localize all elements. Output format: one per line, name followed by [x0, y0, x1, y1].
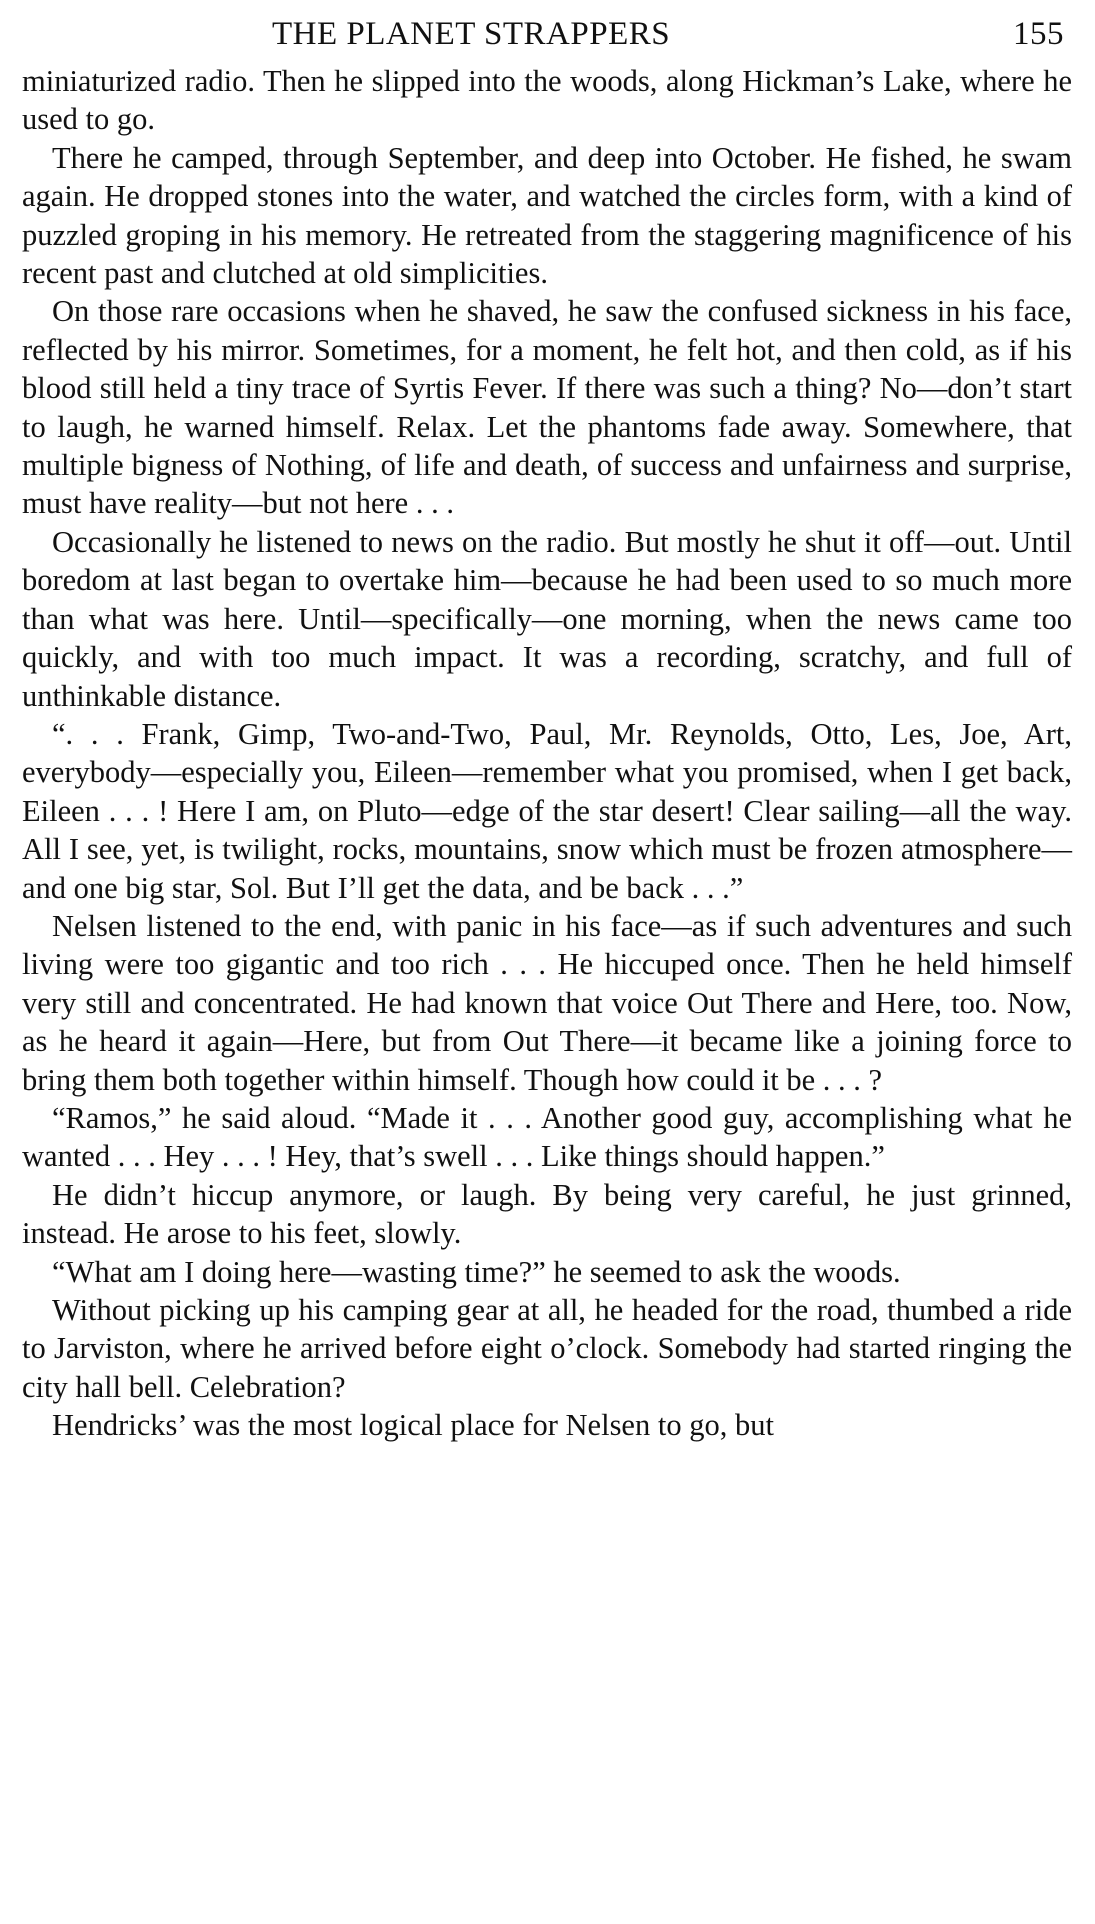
paragraph-8: He didn’t hiccup anymore, or laugh. By being very careful, he just grinned, instead. He arose to his feet, slowly.: [22, 1177, 1072, 1251]
paragraph-11: Hendricks’ was the most logical place for Nelsen to go, but: [52, 1408, 774, 1443]
paragraph-9: “What am I doing here—wasting time?” he seemed to ask the woods.: [52, 1254, 901, 1289]
book-page: [22, 10, 1072, 1445]
paragraph-7: “Ramos,” he said aloud. “Made it . . . Another good guy, accomplishing what he wanted . . . Hey . . . ! Hey, that’s swell . . . Like things should happen.”: [22, 1100, 1072, 1174]
running-title: THE PLANET STRAPPERS: [272, 16, 671, 52]
paragraph-2: There he camped, through September, and deep into October. He fished, he swam again. He dropped stones into the water, and watched the circles form, with a kind of puzzled groping in his memory. He retreated from the staggering magnificence of his recent past and clutched at old simplicities.: [22, 140, 1072, 291]
paragraph-6: Nelsen listened to the end, with panic in his face—as if such adventures and such living were too gigantic and too rich . . . He hiccuped once. Then he held himself very still and concentrated. He had known that voice Out There and Here, too. Now, as he heard it again—Here, but from Out There—it became like a joining force to bring them both together within himself. Though how could it be . . . ?: [22, 908, 1072, 1097]
paragraph-1: miniaturized radio. Then he slipped into the woods, along Hickman’s Lake, where he used to go.: [22, 64, 1072, 137]
body-text: [22, 62, 1072, 1445]
paragraph-10: Without picking up his camping gear at all, he headed for the road, thumbed a ride to Jarviston, where he arrived before eight o’clock. Somebody had started ringing the city hall bell. Celebration?: [22, 1293, 1072, 1404]
paragraph-4: Occasionally he listened to news on the radio. But mostly he shut it off—out. Until boredom at last began to overtake him—because he had been used to so much more than what was here. Until—specifically—one morning, when the news came too quickly, and with too much impact. It was a recording, scratchy, and full of unthinkable distance.: [22, 524, 1072, 713]
paragraph-5: “. . . Frank, Gimp, Two-and-Two, Paul, Mr. Reynolds, Otto, Les, Joe, Art, everybody—especially you, Eileen—remember what you promised, when I get back, Eileen . . . ! Here I am, on Pluto—edge of the star desert! Clear sailing—all the way. All I see, yet, is twilight, rocks, mountains, snow which must be frozen atmosphere—and one big star, Sol. But I’ll get the data, and be back . . .”: [22, 716, 1072, 905]
page-number: 155: [1013, 16, 1064, 52]
page-header: [22, 10, 1072, 62]
paragraph-3: On those rare occasions when he shaved, he saw the confused sickness in his face, reflected by his mirror. Sometimes, for a moment, he felt hot, and then cold, as if his blood still held a tiny trace of Syrtis Fever. If there was such a thing? No—don’t start to laugh, he warned himself. Relax. Let the phantoms fade away. Somewhere, that multiple bigness of Nothing, of life and death, of success and unfairness and surprise, must have reality—but not here . . .: [22, 294, 1072, 521]
